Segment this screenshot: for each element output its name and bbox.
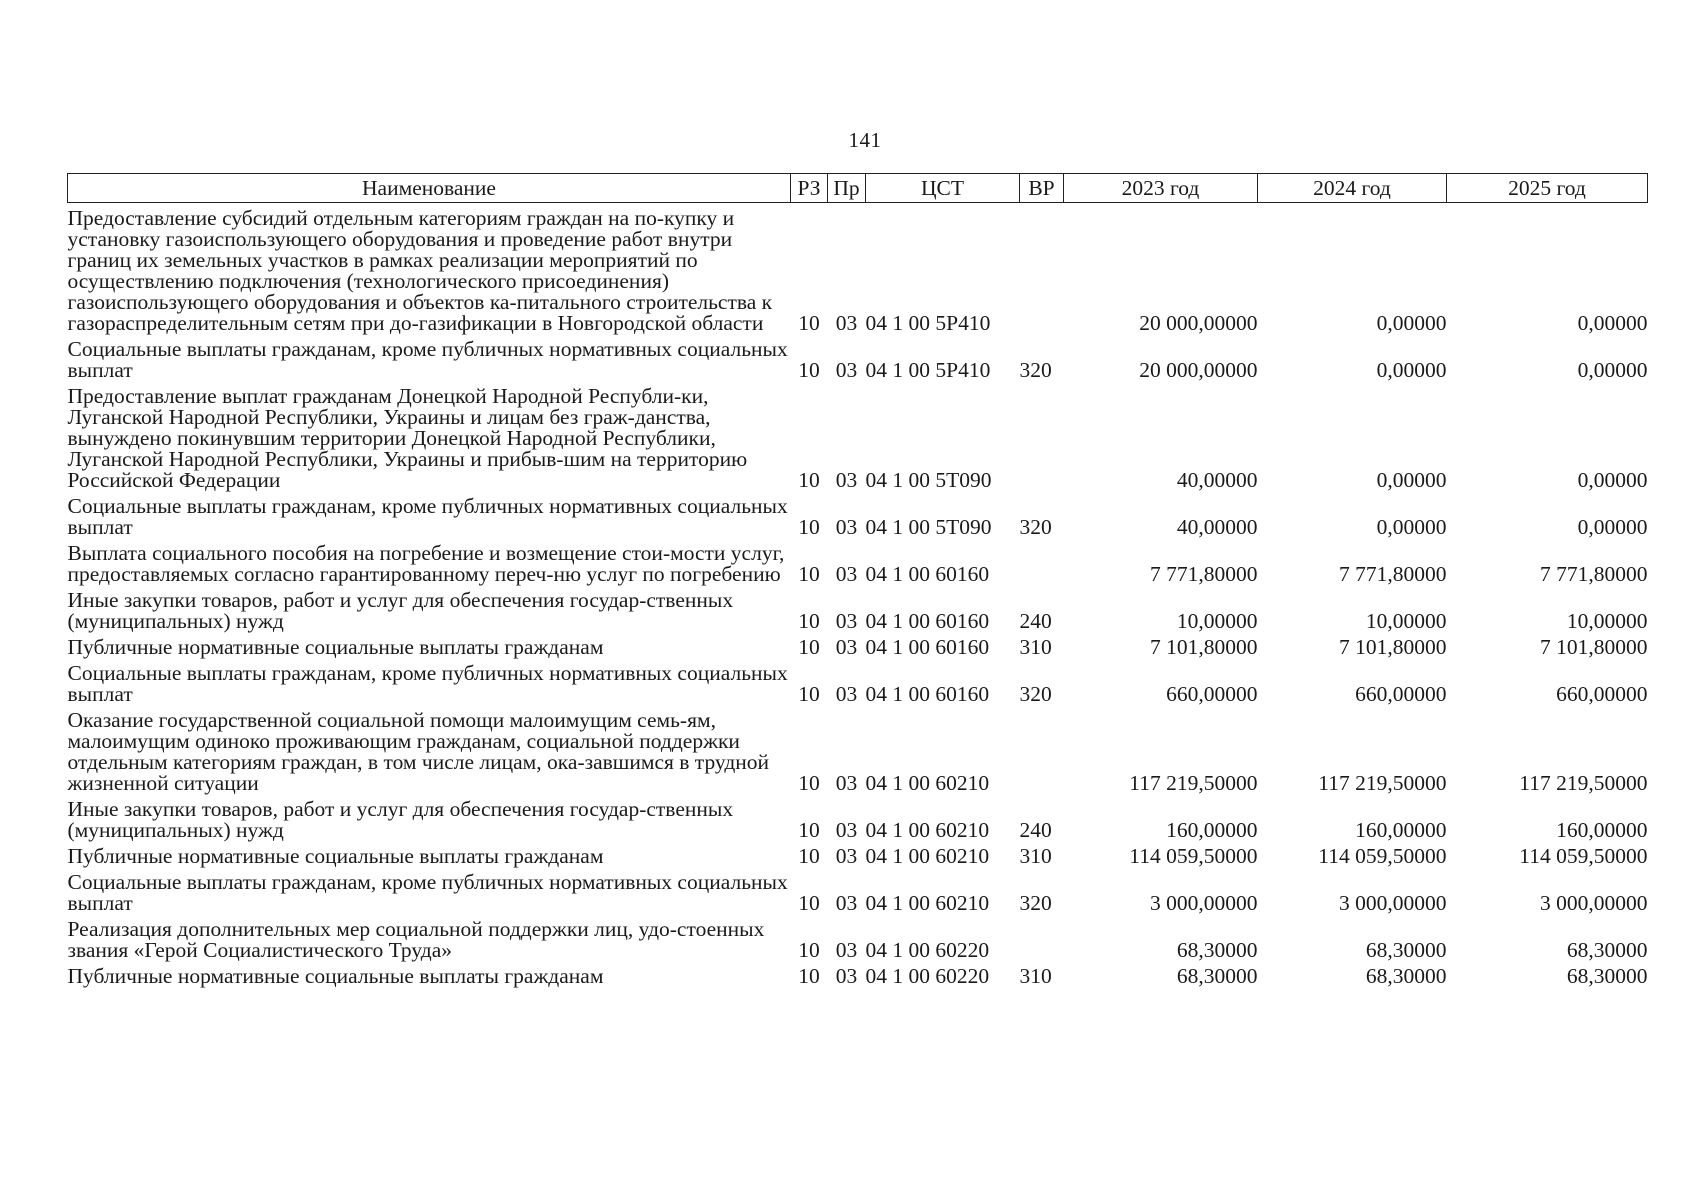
row-name: Оказание государственной социальной помощи малоимущим семь-ям, малоимущим одиноко проживающим гражданам, социальной поддержки отдельным категориям граждан, в том числе лицам, ока-завшимся в трудной жизненной ситуации [67,708,770,795]
table-row [68,794,1648,841]
row-2025: 7 101,80000 [1540,635,1648,659]
row-2023: 20 000,00000 [1139,358,1258,382]
row-rz: 10 [798,562,820,586]
row-rz: 10 [798,635,820,659]
header-2025: 2025 год [1447,174,1648,203]
row-2023: 40,00000 [1176,515,1258,539]
row-2025: 0,00000 [1577,358,1648,382]
row-name: Публичные нормативные социальные выплаты гражданам [67,844,604,868]
table-row [68,491,1648,538]
table-row [68,334,1648,381]
table-row [68,658,1648,705]
row-cst: 04 1 00 60210 [865,844,990,868]
row-vr [1020,705,1064,794]
row-name: Иные закупки товаров, работ и услуг для обеспечения государ-ственных (муниципальных) нужд [67,588,734,633]
row-2023: 7 101,80000 [1150,635,1258,659]
row-vr: 320 [1019,891,1052,915]
row-cst: 04 1 00 5Т090 [865,468,992,492]
row-pr: 03 [835,515,858,539]
row-pr: 03 [835,562,858,586]
row-2025: 160,00000 [1556,818,1648,842]
row-2024: 10,00000 [1365,609,1447,633]
table-row [68,203,1648,335]
row-vr: 310 [1019,635,1052,659]
row-2023: 68,30000 [1176,938,1258,962]
row-2023: 7 771,80000 [1150,562,1258,586]
header-name: Наименование [68,174,791,203]
row-cst: 04 1 00 60220 [865,938,990,962]
row-rz: 10 [798,515,820,539]
row-2025: 68,30000 [1566,938,1648,962]
row-name: Публичные нормативные социальные выплаты гражданам [67,635,604,659]
table-body [68,203,1648,988]
row-rz: 10 [798,938,820,962]
row-name: Социальные выплаты гражданам, кроме публичных нормативных социальных выплат [67,870,788,915]
row-vr [1020,538,1064,585]
header-2023: 2023 год [1064,174,1258,203]
row-rz: 10 [798,609,820,633]
row-pr: 03 [835,358,858,382]
row-2025: 0,00000 [1577,468,1648,492]
row-2025: 3 000,00000 [1540,891,1648,915]
table-row [68,867,1648,914]
page-number: 141 [848,128,882,152]
row-rz: 10 [798,771,820,795]
row-2024: 68,30000 [1365,938,1447,962]
row-rz: 10 [798,891,820,915]
row-pr: 03 [835,311,858,335]
row-cst: 04 1 00 60210 [865,818,990,842]
row-cst: 04 1 00 5Р410 [865,311,991,335]
row-2024: 7 101,80000 [1339,635,1447,659]
table-row [68,632,1648,658]
row-pr: 03 [835,891,858,915]
row-2024: 68,30000 [1365,964,1447,988]
row-vr: 320 [1019,515,1052,539]
row-pr: 03 [835,771,858,795]
row-2025: 10,00000 [1566,609,1648,633]
row-pr: 03 [835,682,858,706]
row-name: Реализация дополнительных мер социальной поддержки лиц, удо-стоенных звания «Герой Социалистического Труда» [67,917,765,962]
row-name: Публичные нормативные социальные выплаты гражданам [67,964,604,988]
row-pr: 03 [835,818,858,842]
row-2023: 660,00000 [1166,682,1258,706]
row-pr: 03 [835,635,858,659]
row-2025: 7 771,80000 [1540,562,1648,586]
row-name: Выплата социального пособия на погребение и возмещение стои-мости услуг, предоставляемых согласно гарантированному переч-ню услуг по погребению [67,541,785,586]
row-2023: 10,00000 [1176,609,1258,633]
row-cst: 04 1 00 60160 [865,609,990,633]
table-row [68,841,1648,867]
row-vr: 240 [1019,609,1052,633]
table-row [68,538,1648,585]
header-vr: ВР [1020,174,1064,203]
row-2025: 0,00000 [1577,515,1648,539]
row-pr: 03 [835,609,858,633]
row-rz: 10 [798,468,820,492]
row-2023: 40,00000 [1176,468,1258,492]
row-2023: 160,00000 [1166,818,1258,842]
row-2023: 117 219,50000 [1129,771,1258,795]
row-2025: 114 059,50000 [1519,844,1648,868]
row-name: Иные закупки товаров, работ и услуг для обеспечения государ-ственных (муниципальных) нужд [67,797,734,842]
row-cst: 04 1 00 60160 [865,682,990,706]
row-2024: 0,00000 [1376,358,1447,382]
row-2024: 7 771,80000 [1339,562,1447,586]
header-2024: 2024 год [1258,174,1447,203]
row-rz: 10 [798,682,820,706]
row-name: Социальные выплаты гражданам, кроме публичных нормативных социальных выплат [67,661,788,706]
row-2025: 0,00000 [1577,311,1648,335]
row-vr: 320 [1019,682,1052,706]
header-cst: ЦСТ [866,174,1020,203]
row-cst: 04 1 00 60210 [865,771,990,795]
row-2024: 160,00000 [1355,818,1447,842]
table-row [68,585,1648,632]
row-vr: 240 [1019,818,1052,842]
table-header-row [68,174,1648,203]
row-2024: 0,00000 [1376,468,1447,492]
row-2024: 3 000,00000 [1339,891,1447,915]
row-cst: 04 1 00 5Т090 [865,515,992,539]
row-rz: 10 [798,818,820,842]
row-cst: 04 1 00 60160 [865,635,990,659]
table-row [68,705,1648,794]
row-2024: 0,00000 [1376,311,1447,335]
row-name: Социальные выплаты гражданам, кроме публичных нормативных социальных выплат [67,494,788,539]
row-2025: 660,00000 [1556,682,1648,706]
header-rz: РЗ [791,174,828,203]
row-rz: 10 [798,964,820,988]
row-pr: 03 [835,844,858,868]
row-2023: 114 059,50000 [1129,844,1258,868]
row-pr: 03 [835,938,858,962]
row-rz: 10 [798,844,820,868]
row-rz: 10 [798,311,820,335]
row-pr: 03 [835,468,858,492]
row-cst: 04 1 00 60160 [865,562,990,586]
budget-table [67,173,1648,987]
row-pr: 03 [835,964,858,988]
row-2023: 20 000,00000 [1139,311,1258,335]
row-cst: 04 1 00 60220 [865,964,990,988]
row-vr [1020,914,1064,961]
row-2023: 68,30000 [1176,964,1258,988]
row-2025: 68,30000 [1566,964,1648,988]
row-2025: 117 219,50000 [1519,771,1648,795]
row-2024: 114 059,50000 [1318,844,1447,868]
table-row [68,961,1648,987]
row-2024: 117 219,50000 [1318,771,1447,795]
row-vr: 310 [1019,844,1052,868]
row-cst: 04 1 00 5Р410 [865,358,991,382]
row-2024: 660,00000 [1355,682,1447,706]
table-row [68,381,1648,491]
row-name: Предоставление субсидий отдельным категориям граждан на по-купку и установку газоиспользующего оборудования и проведение работ внутри границ их земельных участков в рамках реализации мероприятий по осуществлению подключения (технологического присоединения) газоиспользующего оборудования и объектов ка-питального строительства к газораспределительным сетям при до-газификации в Новгородской области [67,206,773,335]
row-rz: 10 [798,358,820,382]
header-pr: Пр [828,174,866,203]
row-vr [1020,381,1064,491]
row-vr: 310 [1019,964,1052,988]
row-name: Предоставление выплат гражданам Донецкой Народной Республи-ки, Луганской Народной Республики, Украины и лицам без граж-данства, вынуждено покинувшим территории Донецкой Народной Республики, Луганской Народной Республики, Украины и прибыв-шим на территорию Российской Федерации [67,384,748,492]
row-2023: 3 000,00000 [1150,891,1258,915]
table-row [68,914,1648,961]
row-vr: 320 [1019,358,1052,382]
row-cst: 04 1 00 60210 [865,891,990,915]
row-2024: 0,00000 [1376,515,1447,539]
row-name: Социальные выплаты гражданам, кроме публичных нормативных социальных выплат [67,337,788,382]
row-vr [1020,203,1064,335]
